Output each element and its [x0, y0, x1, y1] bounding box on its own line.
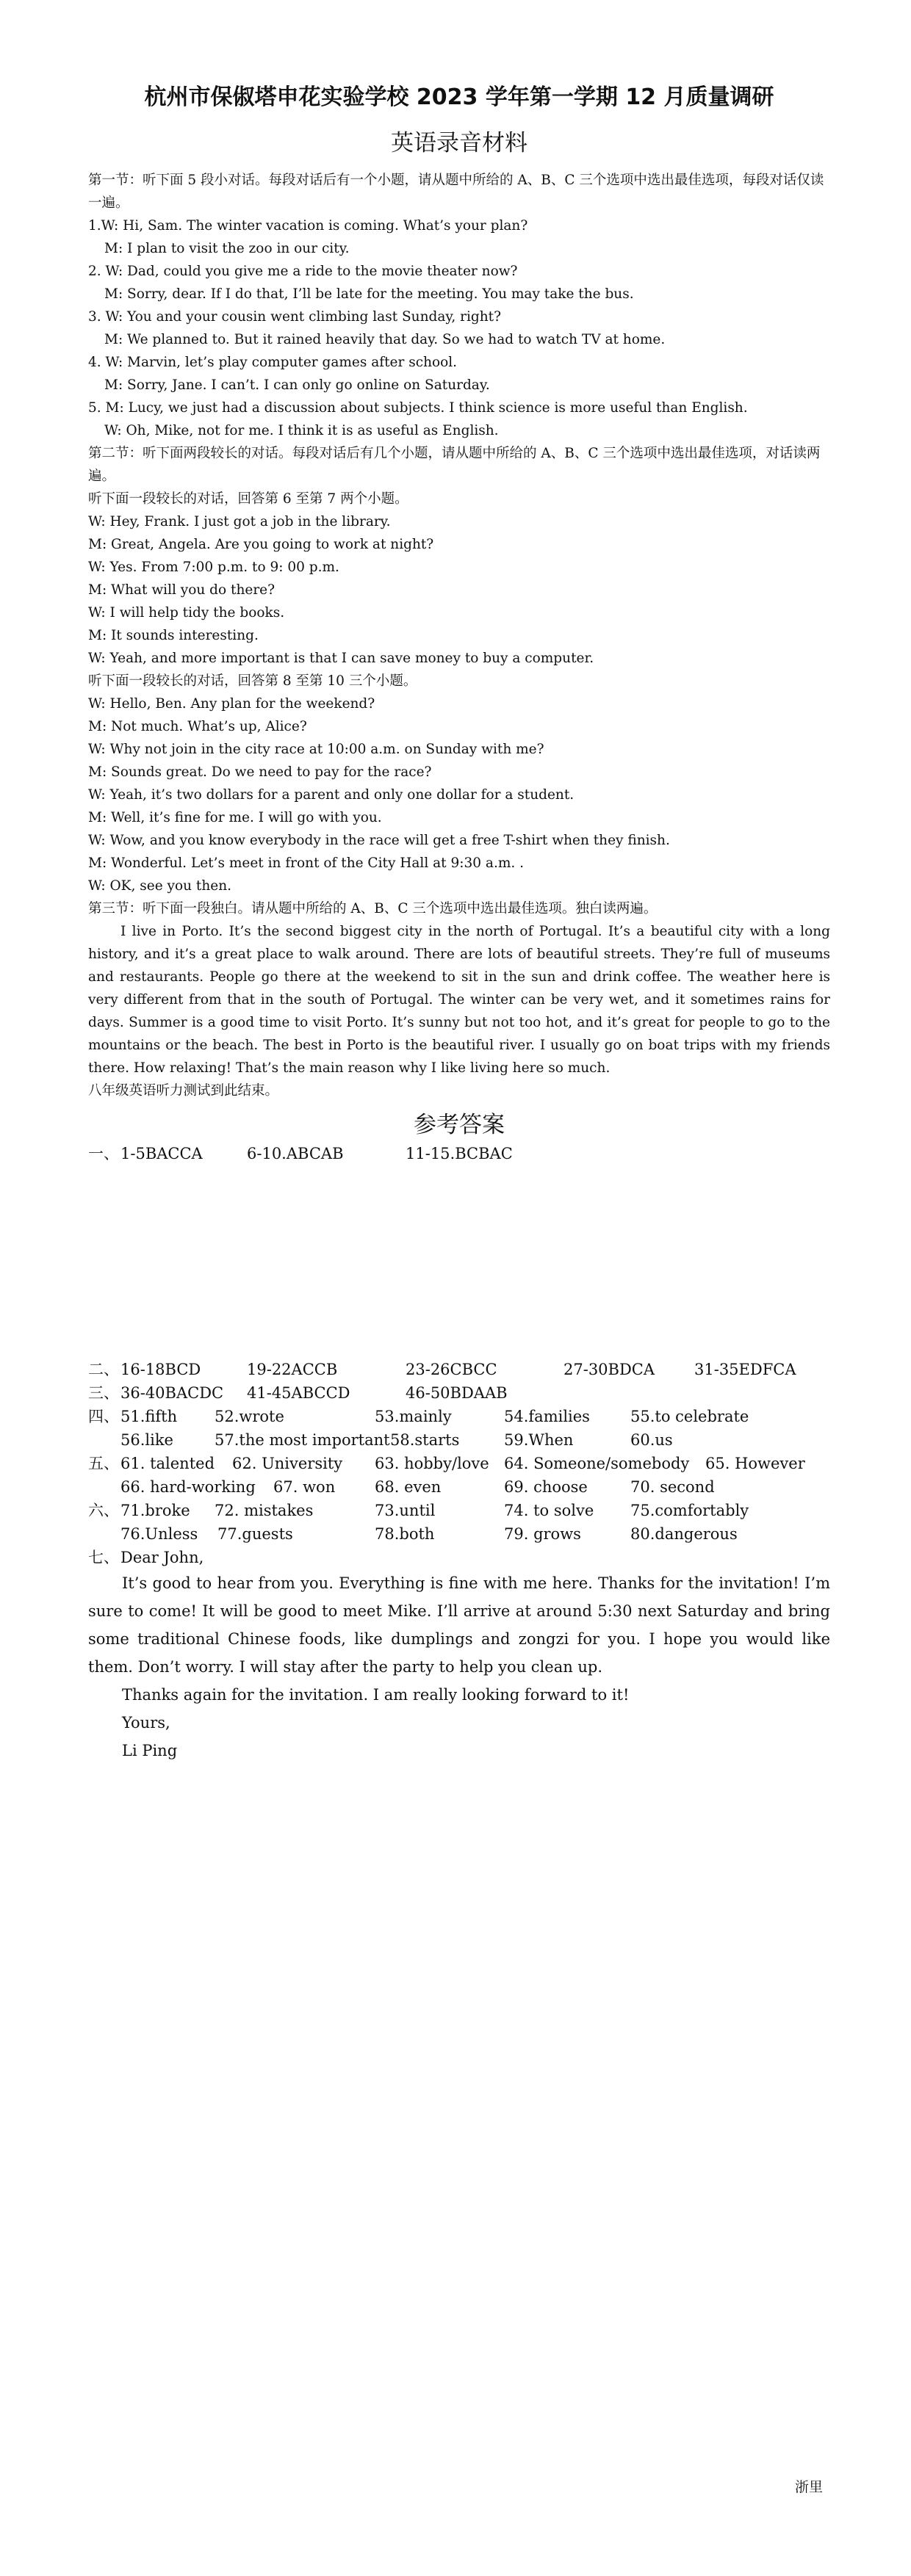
- dialogue-line: M: Well, it’s fine for me. I will go with you.: [88, 810, 382, 826]
- document-subtitle: 英语录音材料: [391, 130, 527, 156]
- answer-item: 75.comfortably: [630, 1501, 749, 1519]
- part-label: 五、: [88, 1454, 119, 1472]
- answer-group: 6-10.ABCAB: [247, 1144, 344, 1162]
- answer-item: 54.families: [504, 1407, 590, 1425]
- answer-item: 79. grows: [504, 1524, 581, 1543]
- dialogue-line: W: Hello, Ben. Any plan for the weekend?: [88, 696, 375, 712]
- end-note: 八年级英语听力测试到此结束。: [88, 1083, 279, 1099]
- answer-item: 76.Unless: [120, 1524, 198, 1543]
- dialogue-line: M: It sounds interesting.: [88, 628, 259, 644]
- listening-script: [88, 169, 830, 1102]
- dialogue-line: 5. M: Lucy, we just had a discussion about subjects. I think science is more useful than English.: [88, 400, 748, 416]
- answer-group: 36-40BACDC: [120, 1383, 224, 1402]
- answer-item: 61. talented: [120, 1454, 215, 1472]
- answer-spacer: [88, 1165, 830, 1358]
- letter-greeting: Dear John,: [120, 1548, 204, 1566]
- answer-item: 71.broke: [120, 1501, 190, 1519]
- dialogue-line: M: Sounds great. Do we need to pay for the race?: [88, 764, 432, 781]
- section1-intro: 第一节：听下面 5 段小对话。每段对话后有一个小题，请从题中所给的 A、B、C 三个选项中选出最佳选项，每段对话仅读一遍。: [88, 173, 824, 211]
- document-page: [88, 84, 830, 1765]
- answer-item: 53.mainly: [375, 1407, 452, 1425]
- answer-item: 72. mistakes: [215, 1501, 314, 1519]
- answer-row-part1: [88, 1142, 830, 1165]
- answer-item: 60.us: [630, 1430, 673, 1449]
- answer-item: 55.to celebrate: [630, 1407, 749, 1425]
- part-label: 二、: [88, 1360, 119, 1378]
- dialogue-line: 3. W: You and your cousin went climbing last Sunday, right?: [88, 309, 502, 325]
- dialogue-line: W: Why not join in the city race at 10:00 a.m. on Sunday with me?: [88, 742, 544, 758]
- footer-watermark: 浙里: [795, 2479, 824, 2495]
- part-label: 一、: [88, 1144, 119, 1162]
- answer-row-part4b: [88, 1428, 830, 1452]
- dialogue-line: M: Great, Angela. Are you going to work at night?: [88, 537, 434, 553]
- dialogue-line: W: Yes. From 7:00 p.m. to 9: 00 p.m.: [88, 560, 339, 576]
- answer-group: 1-5BACCA: [120, 1144, 203, 1162]
- letter-signature: Li Ping: [122, 1741, 178, 1759]
- part-label: 六、: [88, 1501, 119, 1519]
- part-label: 七、: [88, 1548, 119, 1566]
- answer-row-part6: [88, 1499, 830, 1522]
- answer-item: 58.starts: [390, 1430, 460, 1449]
- letter-paragraph: Thanks again for the invitation. I am really looking forward to it!: [122, 1685, 630, 1704]
- answer-row-part4: [88, 1405, 830, 1428]
- answer-item: 62. University: [232, 1454, 343, 1472]
- answer-group: 27-30BDCA: [563, 1360, 655, 1378]
- answer-row-part5b: [88, 1475, 830, 1499]
- answer-row-part6b: [88, 1522, 830, 1546]
- dialogue-line: W: OK, see you then.: [88, 878, 232, 894]
- dialogue-line: W: Wow, and you know everybody in the race will get a free T-shirt when they finish.: [88, 833, 670, 849]
- answer-item: 63. hobby/love: [375, 1454, 489, 1472]
- dialogue-line: W: Yeah, it’s two dollars for a parent and only one dollar for a student.: [88, 787, 575, 803]
- answer-item: 70. second: [630, 1477, 715, 1496]
- answer-group: 23-26CBCC: [406, 1360, 497, 1378]
- answer-group: 16-18BCD: [120, 1360, 201, 1378]
- answer-item: 51.fifth: [120, 1407, 178, 1425]
- answer-group: 46-50BDAAB: [406, 1383, 508, 1402]
- dialogue-line: M: Wonderful. Let’s meet in front of the City Hall at 9:30 a.m. .: [88, 855, 525, 872]
- answer-item: 64. Someone/somebody: [504, 1454, 690, 1472]
- section2-intro: 第二节：听下面两段较长的对话。每段对话后有几个小题，请从题中所给的 A、B、C 三个选项中选出最佳选项，对话读两遍。: [88, 446, 821, 485]
- dialogue-line: 1.W: Hi, Sam. The winter vacation is coming. What’s your plan?: [88, 218, 528, 234]
- answer-item: 73.until: [375, 1501, 436, 1519]
- dialogue-line: W: I will help tidy the books.: [88, 605, 285, 621]
- dialogue-line: W: Yeah, and more important is that I can save money to buy a computer.: [88, 651, 594, 667]
- answer-group: 31-35EDFCA: [694, 1360, 796, 1378]
- answer-item: 78.both: [375, 1524, 435, 1543]
- dialogue-line: M: We planned to. But it rained heavily that day. So we had to watch TV at home.: [104, 332, 666, 348]
- answer-item: 56.like: [120, 1430, 173, 1449]
- dialogue-line: W: Oh, Mike, not for me. I think it is as useful as English.: [104, 423, 499, 439]
- dialogue-line: M: I plan to visit the zoo in our city.: [104, 241, 350, 257]
- monologue-paragraph: I live in Porto. It’s the second biggest city in the north of Portugal. It’s a beautiful city with a long history, and it’s a great place to walk around. There are lots of beautiful streets. They’re full of museums and restaurants. People go there at the weekend to sit in the sun and drink coffee. The weather here is very different from that in the south of Portugal. The winter can be very wet, and it sometimes rains for days. Summer is a good time to visit Porto. It’s sunny but not too hot, and it’s great for people to go to the mountains or the beach. The best in Porto is the beautiful river. I usually go on boat trips with my friends there. How relaxing! That’s the main reason why I like living here so much.: [88, 924, 830, 1077]
- answer-item: 74. to solve: [504, 1501, 594, 1519]
- dialogue-line: 4. W: Marvin, let’s play computer games after school.: [88, 355, 458, 371]
- part-label: 四、: [88, 1407, 119, 1425]
- part-label: 三、: [88, 1383, 119, 1402]
- answer-key: [88, 1142, 830, 1765]
- answer-item: 69. choose: [504, 1477, 588, 1496]
- answer-group: 19-22ACCB: [247, 1360, 338, 1378]
- conversation2-intro: 听下面一段较长的对话，回答第 8 至第 10 三个小题。: [88, 673, 417, 690]
- answer-row-part5: [88, 1452, 830, 1475]
- answer-item: 66. hard-working: [120, 1477, 256, 1496]
- answer-row-part3: [88, 1381, 830, 1405]
- answer-item: 65. However: [705, 1454, 805, 1472]
- letter-greeting-row: [88, 1546, 830, 1569]
- answer-item: 68. even: [375, 1477, 442, 1496]
- dialogue-line: M: What will you do there?: [88, 582, 276, 598]
- conversation1-intro: 听下面一段较长的对话，回答第 6 至第 7 两个小题。: [88, 491, 408, 507]
- letter-closing: Yours,: [122, 1713, 170, 1732]
- dialogue-line: W: Hey, Frank. I just got a job in the library.: [88, 514, 391, 530]
- answer-group: 41-45ABCCD: [247, 1383, 350, 1402]
- answer-row-part2: [88, 1358, 830, 1381]
- dialogue-line: M: Sorry, Jane. I can’t. I can only go online on Saturday.: [104, 377, 490, 394]
- answer-key-title: 参考答案: [414, 1112, 505, 1139]
- document-title: 杭州市保俶塔申花实验学校 2023 学年第一学期 12 月质量调研: [144, 84, 774, 110]
- answer-item: 77.guests: [217, 1524, 293, 1543]
- answer-item: 80.dangerous: [630, 1524, 738, 1543]
- section3-intro: 第三节：听下面一段独白。请从题中所给的 A、B、C 三个选项中选出最佳选项。独白读两遍。: [88, 901, 658, 917]
- dialogue-line: M: Sorry, dear. If I do that, I’ll be late for the meeting. You may take the bus.: [104, 286, 634, 303]
- answer-item: 52.wrote: [215, 1407, 284, 1425]
- letter-paragraph: It’s good to hear from you. Everything is fine with me here. Thanks for the invitation! I’m sure to come! It will be good to meet Mike. I’ll arrive at around 5:30 next Saturday and bring some traditional Chinese foods, like dumplings and zongzi for you. I hope you would like them. Don’t worry. I will stay after the party to help you clean up.: [88, 1574, 830, 1676]
- answer-item: 57.the most important: [215, 1430, 390, 1449]
- dialogue-line: M: Not much. What’s up, Alice?: [88, 719, 307, 735]
- answer-item: 59.When: [504, 1430, 574, 1449]
- answer-group: 11-15.BCBAC: [406, 1144, 513, 1162]
- answer-item: 67. won: [273, 1477, 336, 1496]
- dialogue-line: 2. W: Dad, could you give me a ride to the movie theater now?: [88, 264, 518, 280]
- model-letter: [88, 1546, 830, 1765]
